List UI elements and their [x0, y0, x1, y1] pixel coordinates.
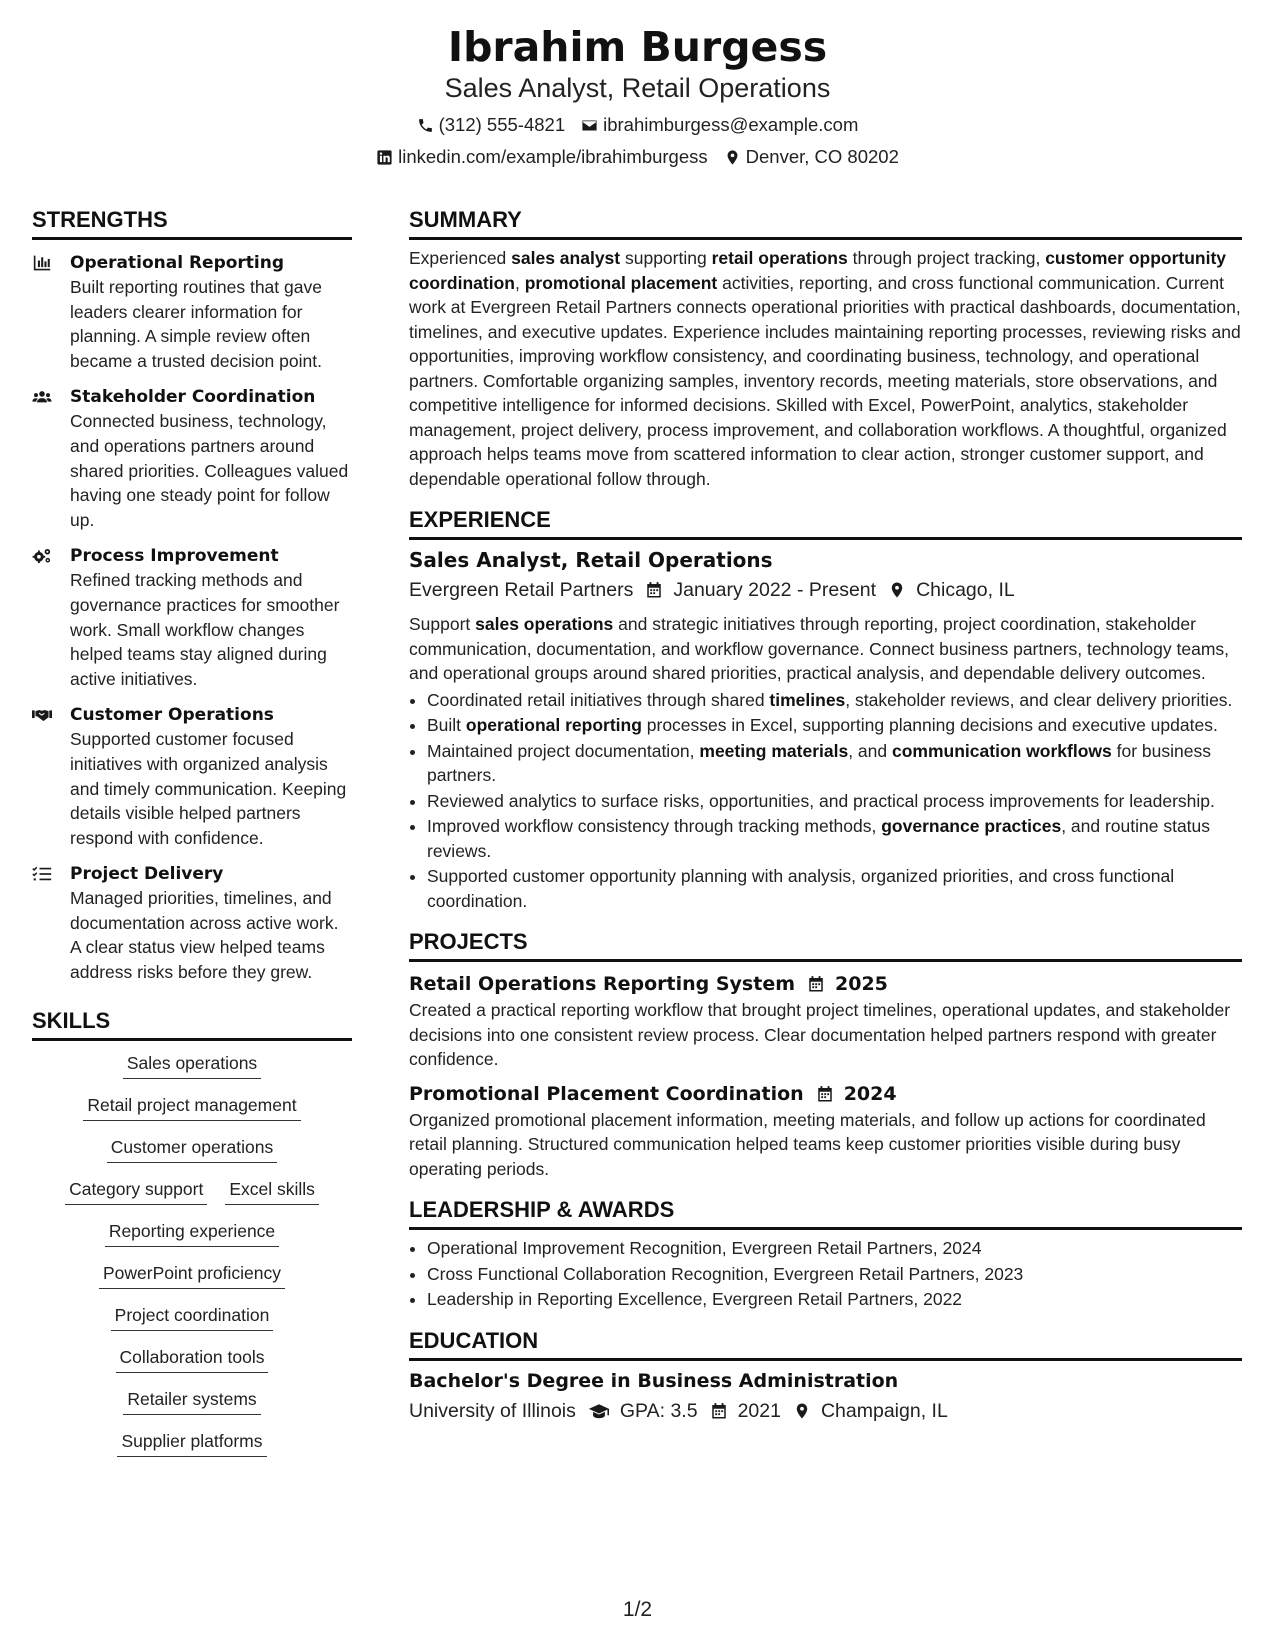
job-intro — [409, 612, 1242, 686]
text-run: Supported customer opportunity planning with analysis, organized priorities, and cross functional coordination. — [427, 866, 1175, 911]
strength-desc: Supported customer focused initiatives with organized analysis and timely communication. Keeping details visible helped partners respond with confidence. — [70, 729, 347, 848]
strength-item — [32, 251, 352, 373]
bold-keyword: timelines — [769, 689, 846, 710]
strength-title: Operational Reporting — [70, 253, 285, 273]
text-run: Improved workflow consistency through tracking methods, — [427, 816, 882, 836]
strength-desc: Built reporting routines that gave leaders clearer information for planning. A simple review often became a trusted decision point. — [70, 277, 322, 371]
text-run: , and — [848, 740, 892, 761]
bold-keyword: sales analyst — [511, 248, 621, 268]
job-dates: January 2022 - Present — [673, 579, 877, 601]
project-item — [409, 970, 1242, 1072]
job-bullets — [409, 688, 1242, 914]
text-run: Maintained project documentation, — [427, 740, 700, 761]
school-location: Champaign, IL — [820, 1399, 948, 1422]
awards-list — [409, 1236, 1242, 1312]
graduation-cap-icon — [588, 1402, 610, 1420]
map-pin-icon — [724, 149, 741, 166]
job-bullet — [427, 864, 1242, 913]
contact-row-2 — [0, 145, 1275, 169]
bold-keyword: customer opportunity coordination — [409, 248, 1227, 293]
bold-keyword: communication workflows — [892, 740, 1112, 761]
bold-keyword: retail operations — [711, 248, 848, 268]
company-name: Evergreen Retail Partners — [409, 579, 634, 601]
job-bullet — [427, 739, 1242, 788]
text-run: and strategic initiatives through reporting, project coordination, stakeholder communication, documentation, and workflow governance. Connect business partners, technology teams, and operational groups around shared priorities, practical analysis, and dependable delivery outcomes. — [409, 614, 1230, 683]
project-name: Retail Operations Reporting System — [409, 973, 796, 995]
headline: Sales Analyst, Retail Operations — [444, 73, 831, 103]
strength-item — [32, 862, 352, 984]
contact-row-1 — [0, 113, 1275, 137]
location-text: Denver, CO 80202 — [745, 146, 899, 167]
linkedin-text: linkedin.com/example/ibrahimburgess — [398, 146, 708, 167]
gears-icon — [32, 547, 52, 565]
strength-item — [32, 703, 352, 850]
skill-tag: Sales operations — [123, 1051, 261, 1079]
job-meta — [409, 576, 1242, 604]
strength-desc: Refined tracking methods and governance practices for smoother work. Small workflow changes helped teams stay aligned during active initiatives. — [70, 570, 340, 689]
skill-tag: Project coordination — [111, 1303, 274, 1331]
skill-row — [117, 1429, 266, 1457]
summary-heading: SUMMARY — [409, 206, 1242, 240]
right-column — [409, 206, 1242, 1425]
skills-list — [32, 1051, 352, 1471]
job-bullet — [427, 814, 1242, 863]
project-desc: Created a practical reporting workflow that brought project timelines, operational updates, and stakeholder decisions into one consistent review process. Clear documentation helped partners respond with greater confidence. — [409, 1000, 1231, 1069]
project-year: 2025 — [835, 973, 888, 995]
skill-tag: Customer operations — [107, 1135, 277, 1163]
job-location: Chicago, IL — [916, 579, 1015, 601]
skill-tag: Excel skills — [225, 1177, 319, 1205]
experience-heading: EXPERIENCE — [409, 506, 1242, 540]
skill-tag: Retail project management — [83, 1093, 300, 1121]
text-run: Experienced — [409, 248, 512, 268]
users-icon — [32, 388, 52, 406]
degree-name: Bachelor's Degree in Business Administration — [409, 1369, 899, 1392]
award-item: • Leadership in Reporting Excellence, Evergreen Retail Partners, 2022 — [427, 1287, 1242, 1312]
strength-desc: Connected business, technology, and operations partners around shared priorities. Colleagues valued having one steady point for follow up. — [70, 411, 349, 530]
envelope-icon — [581, 117, 598, 134]
project-desc: Organized promotional placement information, meeting materials, and follow up actions for coordinated retail planning. Structured communication helped teams keep customer priorities visible during busy operating periods. — [409, 1109, 1206, 1179]
map-pin-icon — [793, 1402, 811, 1420]
text-run: supporting — [620, 248, 712, 268]
skill-row — [99, 1261, 285, 1289]
school-name: University of Illinois — [409, 1399, 576, 1422]
text-run: Support — [409, 614, 476, 634]
gpa: GPA: 3.5 — [619, 1399, 698, 1422]
education-meta — [409, 1397, 1242, 1425]
phone-icon — [417, 117, 434, 134]
strength-title: Process Improvement — [70, 546, 279, 567]
text-run: activities, reporting, and cross functional communication. Current work at Evergreen Retail Partners connects operational priorities with practical dashboards, documentation, timelines, and executive updates. Experience includes maintaining reporting processes, reviewing risks and opportunities, improving workflow consistency, and coordinating business, technology, and operational partners. Comfortable organizing samples, inventory records, meeting materials, store observations, and competitive intelligence for informed decisions. Skilled with Excel, PowerPoint, analytics, stakeholder management, project delivery, process improvement, and collaboration workflows. A thoughtful, organized approach helps teams move from scattered information to clear action, stronger customer support, and dependable operational follow through. — [409, 272, 1241, 489]
bold-keyword: sales operations — [475, 614, 614, 634]
calendar-icon — [710, 1402, 728, 1420]
skill-tag: Reporting experience — [105, 1219, 279, 1247]
text-run: , stakeholder reviews, and clear delivery priorities. — [845, 689, 1233, 710]
skill-row — [83, 1093, 300, 1121]
skill-tag: Supplier platforms — [117, 1429, 266, 1457]
strength-title: Customer Operations — [70, 705, 274, 726]
text-run: through project tracking, — [847, 248, 1046, 268]
skill-row — [123, 1051, 261, 1079]
strength-title: Stakeholder Coordination — [70, 387, 316, 408]
email-text: ibrahimburgess@example.com — [603, 114, 859, 135]
text-run: Reviewed analytics to surface risks, opportunities, and practical process improvements for leadership. — [427, 790, 1215, 811]
bold-keyword: promotional placement — [524, 272, 718, 293]
summary-text — [409, 246, 1242, 491]
location-contact — [724, 145, 899, 169]
calendar-icon — [807, 975, 825, 993]
bar-chart-icon — [32, 254, 52, 272]
text-run: for business partners. — [427, 740, 1211, 785]
linkedin-icon — [376, 149, 393, 166]
job-bullet — [427, 688, 1242, 713]
text-run: Coordinated retail initiatives through shared — [427, 689, 770, 710]
project-item — [409, 1080, 1242, 1182]
projects-heading: PROJECTS — [409, 928, 1242, 962]
job-title: Sales Analyst, Retail Operations — [409, 548, 773, 572]
strength-item — [32, 544, 352, 691]
skills-heading: SKILLS — [32, 1007, 352, 1041]
award-item: • Cross Functional Collaboration Recognition, Evergreen Retail Partners, 2023 — [427, 1262, 1242, 1287]
skill-row — [107, 1135, 277, 1163]
skill-tag: Retailer systems — [123, 1387, 260, 1415]
skill-tag: Category support — [65, 1177, 207, 1205]
handshake-icon — [32, 706, 52, 724]
education-heading: EDUCATION — [409, 1327, 1242, 1361]
award-item: • Operational Improvement Recognition, Evergreen Retail Partners, 2024 — [427, 1236, 1242, 1261]
awards-heading: LEADERSHIP & AWARDS — [409, 1196, 1242, 1230]
calendar-icon — [816, 1085, 834, 1103]
graduation-year: 2021 — [737, 1399, 781, 1422]
bold-keyword: operational reporting — [465, 715, 642, 735]
skill-row — [111, 1303, 274, 1331]
strength-desc: Managed priorities, timelines, and documentation across active work. A clear status view helped teams address risks before they grew. — [70, 888, 339, 983]
left-column — [32, 206, 352, 1471]
checklist-icon — [32, 865, 52, 883]
phone-text: (312) 555-4821 — [438, 114, 566, 135]
page-number: 1/2 — [622, 1598, 653, 1621]
skill-tag: PowerPoint proficiency — [99, 1261, 285, 1289]
skill-row — [116, 1345, 269, 1373]
strength-title: Project Delivery — [70, 864, 224, 885]
job-bullet — [427, 713, 1242, 738]
text-run: , and routine status reviews. — [427, 816, 1211, 861]
resume-header — [0, 22, 1275, 169]
text-run: Built — [427, 715, 466, 735]
bold-keyword: governance practices — [881, 816, 1062, 836]
strengths-heading: STRENGTHS — [32, 206, 352, 240]
skill-row — [65, 1177, 319, 1205]
project-year: 2024 — [843, 1082, 897, 1105]
skill-row — [105, 1219, 279, 1247]
text-run: , — [514, 272, 525, 293]
phone-contact[interactable] — [417, 113, 566, 137]
strengths-list — [32, 251, 352, 985]
calendar-icon — [645, 581, 663, 599]
candidate-name: Ibrahim Burgess — [447, 23, 828, 71]
skill-tag: Collaboration tools — [116, 1345, 269, 1373]
linkedin-contact[interactable] — [376, 145, 708, 169]
text-run: processes in Excel, supporting planning decisions and executive updates. — [641, 715, 1218, 735]
job-bullet — [427, 789, 1242, 814]
skill-row — [123, 1387, 260, 1415]
bold-keyword: meeting materials — [699, 740, 849, 761]
project-name: Promotional Placement Coordination — [409, 1082, 804, 1105]
map-pin-icon — [888, 581, 906, 599]
strength-item — [32, 385, 352, 532]
email-contact[interactable] — [581, 113, 858, 137]
